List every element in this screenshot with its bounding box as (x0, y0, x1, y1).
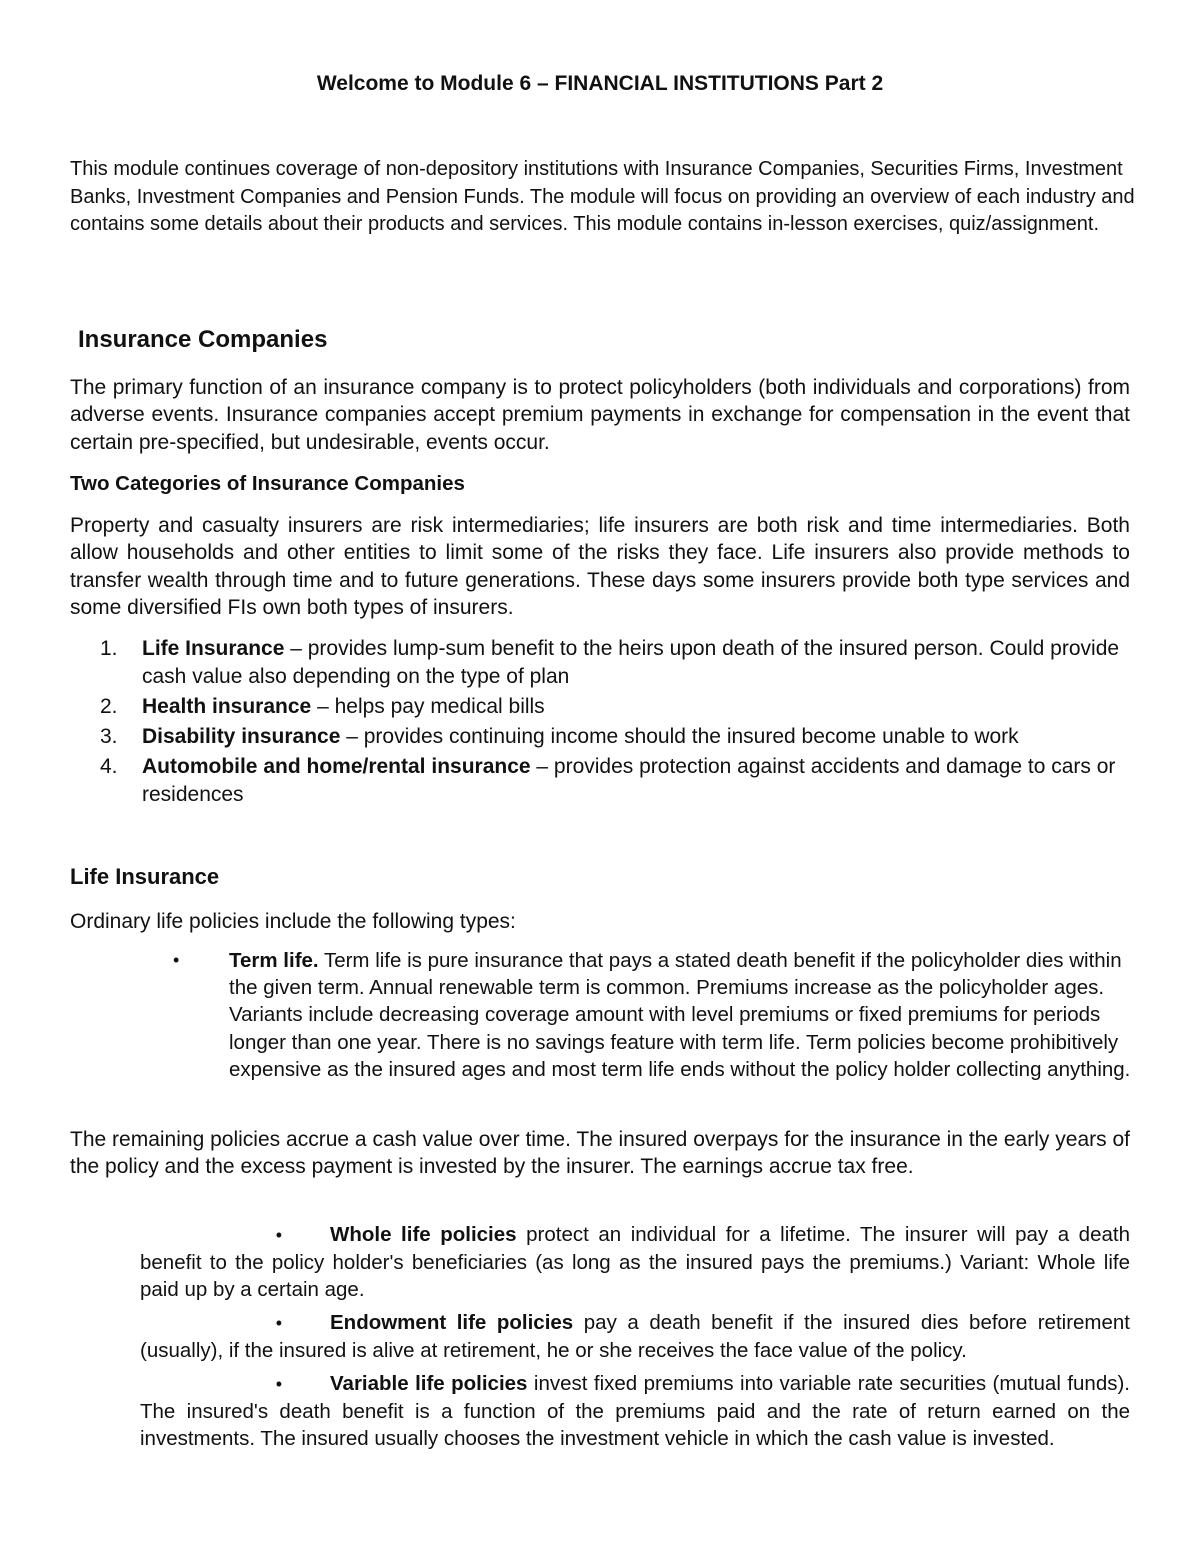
bullet-desc: Term life is pure insurance that pays a stated death benefit if the policyholder dies within the given term. Annual renewable term is common. Premiums increase as the policyholder ages. Variants include decreasing coverage amount with level premiums or fixed premiums for periods longer than one year. There is no savings feature with term life. Term policies become prohibitively expensive as the insured ages and most term life ends without the policy holder collecting anything. (229, 949, 1131, 1081)
list-item (100, 693, 1140, 721)
list-term: Health insurance (142, 695, 312, 718)
bullet-desc: pay a death benefit if the insured dies before retirement (usually), if the insured is alive at retirement, he or she receives the face value of the policy. (140, 1311, 1130, 1363)
list-term: Automobile and home/rental insurance (142, 755, 531, 778)
page-title: Welcome to Module 6 – FINANCIAL INSTITUTIONS Part 2 (316, 72, 884, 95)
list-number: 4. (100, 755, 118, 778)
bullet-term: Variable life policies (330, 1372, 528, 1395)
bullet-desc: protect an individual for a lifetime. The insurer will pay a death benefit to the policy holder's beneficiaries (as long as the insured pays the premiums.) Variant: Whole life paid up by a certain age. (140, 1223, 1130, 1302)
insurance-companies-heading: Insurance Companies (78, 326, 328, 353)
bullet-icon: • (173, 950, 180, 970)
bullet-term: Whole life policies (330, 1223, 517, 1246)
bullet-term: Endowment life policies (330, 1311, 574, 1334)
whole-life-bullet (140, 1221, 1130, 1304)
list-desc: – provides protection against accidents and damage to cars or residences (142, 755, 1116, 806)
list-number: 3. (100, 725, 118, 748)
bullet-icon: • (275, 1225, 282, 1245)
term-life-bullet (170, 947, 1136, 1083)
ordinary-life-intro: Ordinary life policies include the following types: (70, 910, 516, 933)
variable-life-bullet (140, 1370, 1130, 1453)
bullet-icon: • (275, 1313, 282, 1333)
bullet-desc: invest fixed premiums into variable rate securities (mutual funds). The insured's death benefit is a function of the premiums paid and the rate of return earned on the investments. The insured usually chooses the investment vehicle in which the cash value is invested. (140, 1372, 1130, 1451)
life-insurance-heading: Life Insurance (70, 864, 220, 889)
insurance-types-list (100, 635, 1140, 811)
list-term: Life Insurance (142, 637, 285, 660)
list-desc: – provides continuing income should the insured become unable to work (340, 725, 1019, 748)
insurance-function-paragraph: The primary function of an insurance company is to protect policyholders (both individuals and corporations) from adverse events. Insurance companies accept premium payments in exchange for compensation in the event that certain pre-specified, but undesirable, events occur. (70, 376, 1130, 454)
list-desc: – provides lump-sum benefit to the heirs upon death of the insured person. Could provide cash value also depending on the type of plan (142, 637, 1120, 688)
list-item (100, 753, 1140, 809)
list-desc: – helps pay medical bills (311, 695, 545, 718)
list-term: Disability insurance (142, 725, 341, 748)
list-item (100, 723, 1140, 751)
list-number: 1. (100, 637, 118, 660)
list-number: 2. (100, 695, 118, 718)
intro-paragraph: This module continues coverage of non-depository institutions with Insurance Companies, Securities Firms, Investment Banks, Investment Companies and Pension Funds. The module will focus on providing an overview of each industry and contains some details about their products and services. This module contains in-lesson exercises, quiz/assignment. (70, 158, 1135, 235)
remaining-policies-paragraph: The remaining policies accrue a cash value over time. The insured overpays for the insurance in the early years of the policy and the excess payment is invested by the insurer. The earnings accrue tax free. (70, 1128, 1130, 1179)
endowment-life-bullet (140, 1309, 1130, 1364)
categories-heading: Two Categories of Insurance Companies (70, 472, 465, 495)
categories-paragraph: Property and casualty insurers are risk intermediaries; life insurers are both risk and time intermediaries. Both allow households and other entities to limit some of the risks they face. Life insurers also provide methods to transfer wealth through time and to future generations. These days some insurers provide both type services and some diversified FIs own both types of insurers. (70, 514, 1130, 619)
bullet-term: Term life. (229, 949, 319, 972)
list-item (100, 635, 1140, 691)
bullet-icon: • (275, 1374, 282, 1394)
